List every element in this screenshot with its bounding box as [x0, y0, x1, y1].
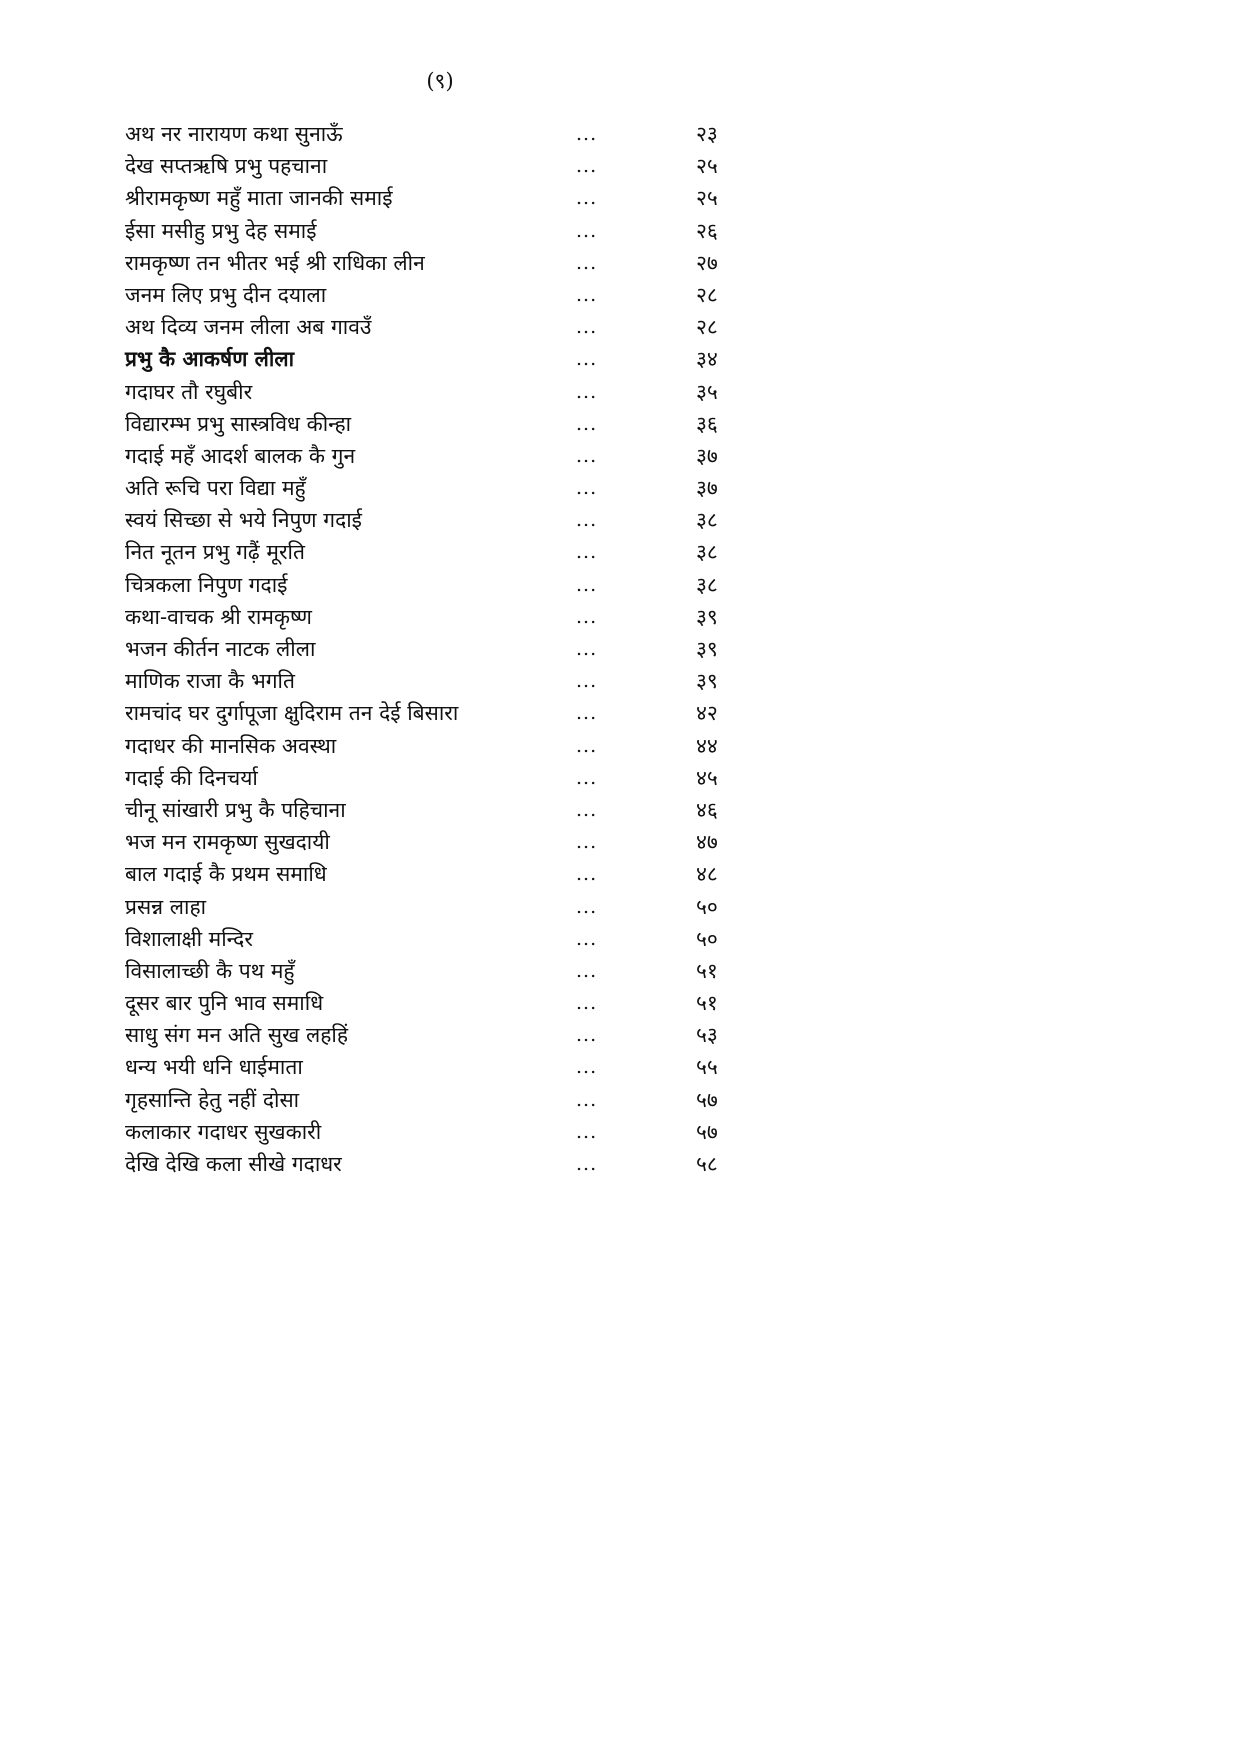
toc-page-number: २५	[696, 186, 718, 211]
toc-entry-title: देखि देखि कला सीखे गदाधर	[125, 1152, 342, 1176]
toc-page-number: ४४	[696, 733, 718, 758]
toc-leader-dots: ...	[576, 702, 598, 725]
toc-entry-title: अति रूचि परा विद्या महुँ	[125, 476, 306, 501]
toc-leader-dots: ...	[576, 798, 598, 821]
toc-page-number: २३	[696, 122, 718, 146]
toc-leader-dots: ...	[576, 605, 598, 628]
toc-page-number: ५१	[696, 958, 718, 983]
toc-entry	[125, 504, 745, 536]
toc-page-number: ३८	[696, 572, 718, 597]
toc-entry	[125, 1019, 745, 1051]
toc-entry	[125, 762, 745, 794]
toc-page-number: ३७	[696, 443, 718, 468]
toc-entry-title: गृहसान्ति हेतु नहीं दोसा	[125, 1087, 300, 1112]
toc-entry-title: विद्यारम्भ प्रभु सास्त्रविध कीन्हा	[125, 411, 352, 436]
toc-section-heading	[125, 343, 745, 375]
toc-leader-dots: ...	[576, 895, 598, 918]
toc-leader-dots: ...	[576, 1153, 598, 1175]
toc-leader-dots: ...	[576, 638, 598, 660]
toc-entry-title: गदाई की दिनचर्या	[125, 765, 258, 790]
toc-leader-dots: ...	[576, 187, 598, 210]
toc-entry	[125, 665, 745, 697]
toc-entry-title: भजन कीर्तन नाटक लीला	[125, 637, 316, 661]
toc-entry	[125, 182, 745, 214]
toc-page-number: ४७	[696, 830, 718, 855]
toc-entry-title: रामचांद घर दुर्गापूजा क्षुदिराम तन देई बिसारा	[125, 701, 459, 726]
toc-page-number: ३९	[696, 604, 718, 629]
toc-leader-dots: ...	[576, 316, 598, 339]
toc-entry-title: चीनू सांखारी प्रभु कै पहिचाना	[125, 797, 346, 822]
toc-entry	[125, 536, 745, 568]
toc-entry	[125, 601, 745, 633]
toc-page-number: ४५	[696, 765, 718, 790]
toc-leader-dots: ...	[576, 573, 598, 596]
toc-entry	[125, 858, 745, 890]
toc-page-number: ५०	[696, 926, 718, 951]
toc-page-number: २७	[696, 250, 718, 275]
toc-entry-title: बाल गदाई कै प्रथम समाधि	[125, 862, 327, 887]
toc-leader-dots: ...	[576, 992, 598, 1015]
toc-leader-dots: ...	[576, 1024, 598, 1047]
toc-entry-title: धन्य भयी धनि धाईमाता	[125, 1055, 303, 1080]
toc-entry	[125, 730, 745, 762]
toc-page-number: ५७	[696, 1087, 718, 1112]
toc-page-number: ३८	[696, 540, 718, 565]
toc-page-number: ५१	[696, 991, 718, 1016]
toc-page-number: ३८	[696, 508, 718, 533]
toc-entry-title: विशालाक्षी मन्दिर	[125, 926, 253, 951]
toc-leader-dots: ...	[576, 766, 598, 789]
toc-entry	[125, 955, 745, 987]
toc-leader-dots: ...	[576, 477, 598, 500]
toc-leader-dots: ...	[576, 927, 598, 950]
toc-entry-title: साधु संग मन अति सुख लहहिं	[125, 1023, 348, 1048]
toc-leader-dots: ...	[576, 444, 598, 467]
toc-leader-dots: ...	[576, 412, 598, 435]
toc-entry-title: दूसर बार पुनि भाव समाधि	[125, 991, 324, 1016]
toc-entry-title: श्रीरामकृष्ण महुँ माता जानकी समाई	[125, 186, 393, 211]
toc-entry-title: प्रभु कै आकर्षण लीला	[125, 346, 295, 372]
toc-entry	[125, 569, 745, 601]
toc-entry-title: रामकृष्ण तन भीतर भई श्री राधिका लीन	[125, 250, 425, 275]
toc-leader-dots: ...	[576, 959, 598, 982]
toc-entry	[125, 472, 745, 504]
toc-page-number: २८	[696, 282, 718, 307]
toc-entry	[125, 279, 745, 311]
toc-entry-title: ईसा मसीहु प्रभु देह समाई	[125, 218, 317, 243]
toc-entry	[125, 987, 745, 1019]
toc-entry	[125, 923, 745, 955]
toc-entry	[125, 633, 745, 665]
toc-entry	[125, 1148, 745, 1180]
toc-page-number: ५०	[696, 894, 718, 919]
toc-entry-title: विसालाच्छी कै पथ महुँ	[125, 958, 295, 983]
toc-entry	[125, 150, 745, 182]
toc-leader-dots: ...	[576, 251, 598, 274]
toc-leader-dots: ...	[576, 541, 598, 564]
toc-page-number: ५७	[696, 1119, 718, 1144]
toc-leader-dots: ...	[576, 155, 598, 178]
toc-leader-dots: ...	[576, 831, 598, 854]
toc-entry-title: स्वयं सिच्छा से भये निपुण गदाई	[125, 508, 362, 533]
toc-entry-title: कथा-वाचक श्री रामकृष्ण	[125, 604, 312, 629]
toc-leader-dots: ...	[576, 670, 598, 693]
toc-page-number: ३७	[696, 476, 718, 501]
toc-entry	[125, 826, 745, 858]
toc-entry-title: कलाकार गदाधर सुखकारी	[125, 1119, 322, 1144]
toc-entry-title: देख सप्तऋषि प्रभु पहचाना	[125, 154, 328, 179]
toc-entry-title: अथ नर नारायण कथा सुनाऊँ	[125, 122, 343, 146]
toc-entry	[125, 247, 745, 279]
toc-entry-title: नित नूतन प्रभु गढ़ैं मूरति	[125, 540, 305, 565]
toc-page-number: २८	[696, 315, 718, 340]
toc-entry-title: प्रसन्न लाहा	[125, 894, 207, 919]
toc-entry-title: जनम लिए प्रभु दीन दयाला	[125, 282, 327, 307]
toc-entry	[125, 1051, 745, 1083]
toc-page-number: ३४	[696, 347, 718, 372]
toc-entry-title: गदाघर तौ रघुबीर	[125, 379, 253, 404]
toc-entry	[125, 891, 745, 923]
toc-page-number: ४२	[696, 701, 718, 726]
toc-entry	[125, 1116, 745, 1148]
toc-leader-dots: ...	[576, 219, 598, 242]
toc-leader-dots: ...	[576, 283, 598, 306]
toc-entry	[125, 215, 745, 247]
toc-entry	[125, 697, 745, 729]
toc-page-number: ४८	[696, 862, 718, 887]
page-number: (९)	[426, 69, 454, 93]
toc-page-number: ४६	[696, 797, 718, 822]
toc-page-number: ५५	[696, 1055, 718, 1080]
toc-entry	[125, 794, 745, 826]
toc-leader-dots: ...	[576, 348, 598, 371]
toc-entry-title: अथ दिव्य जनम लीला अब गावउँ	[125, 315, 372, 340]
toc-entry	[125, 1084, 745, 1116]
toc-leader-dots: ...	[576, 1120, 598, 1143]
toc-leader-dots: ...	[576, 509, 598, 532]
toc-page-number: ३५	[696, 379, 718, 404]
toc-entry	[125, 440, 745, 472]
toc-leader-dots: ...	[576, 380, 598, 403]
toc-page-number: ५८	[696, 1152, 718, 1176]
toc-page-number: २५	[696, 154, 718, 179]
toc-leader-dots: ...	[576, 1056, 598, 1079]
toc-leader-dots: ...	[576, 1088, 598, 1111]
toc-entry-title: भज मन रामकृष्ण सुखदायी	[125, 830, 330, 855]
toc-entry	[125, 408, 745, 440]
toc-entry	[125, 311, 745, 343]
toc-entry	[125, 376, 745, 408]
toc-page-number: ३९	[696, 637, 718, 661]
toc-leader-dots: ...	[576, 863, 598, 886]
toc-entry	[125, 118, 745, 150]
toc-leader-dots: ...	[576, 123, 598, 145]
table-of-contents	[125, 118, 745, 1180]
toc-entry-title: चित्रकला निपुण गदाई	[125, 572, 288, 597]
toc-entry-title: गदाधर की मानसिक अवस्था	[125, 733, 337, 758]
toc-page-number: ३६	[696, 411, 718, 436]
toc-page-number: ५३	[696, 1023, 718, 1048]
toc-entry-title: माणिक राजा कै भगति	[125, 669, 295, 694]
toc-leader-dots: ...	[576, 734, 598, 757]
toc-entry-title: गदाई महँ आदर्श बालक कै गुन	[125, 443, 356, 468]
toc-page-number: ३९	[696, 669, 718, 694]
toc-page-number: २६	[696, 218, 718, 243]
